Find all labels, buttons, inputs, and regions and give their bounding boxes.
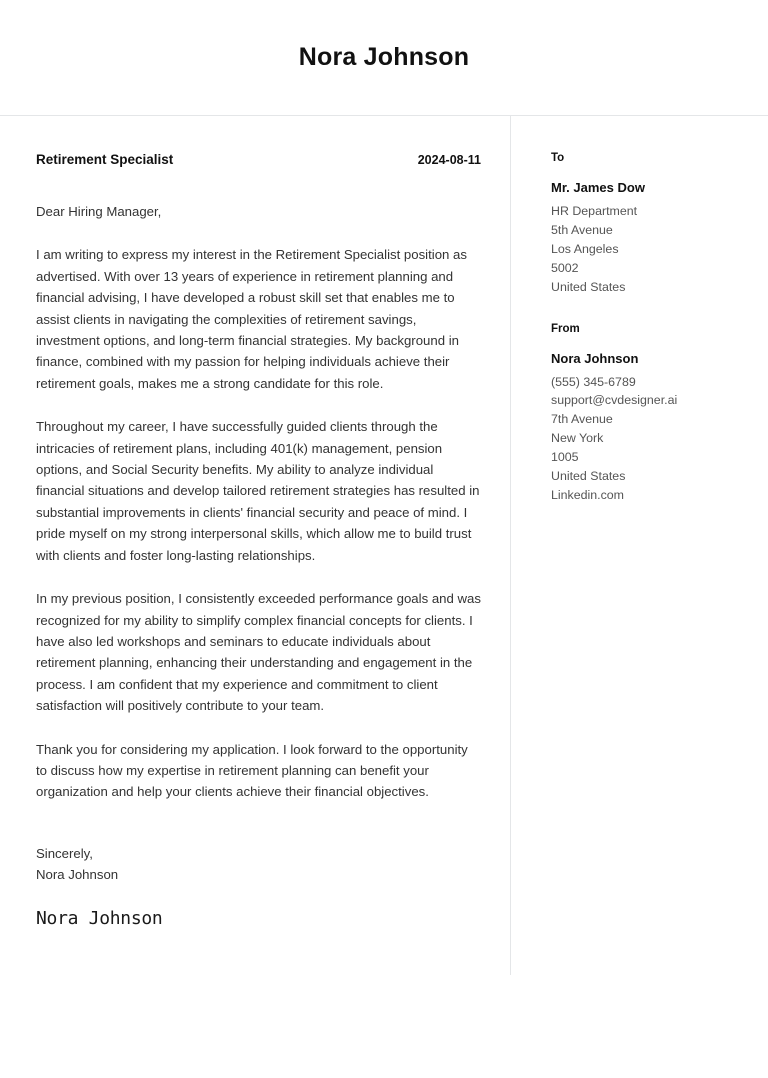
job-title: Retirement Specialist xyxy=(36,152,174,167)
sender-phone: (555) 345-6789 xyxy=(551,374,636,389)
closing-name: Nora Johnson xyxy=(36,867,119,883)
letter-paragraph: Throughout my career, I have successfully guided clients through the intricacies of retirement plans, including 401(k) management, pension options, and Social Security benefits. My ability to analyze individual financial situations and develop tailored retirement strategies has resulted in substantial improvements in clients' financial security and peace of mind. I pride myself on my strong interpersonal skills, which allow me to build trust with clients and foster long-lasting relationships. xyxy=(36,419,480,563)
recipient-line: HR Department xyxy=(551,204,638,218)
recipient-line: 5th Avenue xyxy=(551,222,613,237)
recipient-block xyxy=(551,152,748,297)
closing-word: Sincerely, xyxy=(36,845,93,861)
recipient-name: Mr. James Dow xyxy=(551,180,645,195)
sender-line: 1005 xyxy=(551,450,579,465)
sender-line: United States xyxy=(551,469,626,484)
document-header xyxy=(0,0,768,116)
letter-paragraph: In my previous position, I consistently exceeded performance goals and was recognized for my ability to simplify complex financial concepts for clients. I have also led workshops and seminars to educate individuals about retirement planning, enhancing their understanding and engagement in the process. I am confident that my experience and commitment to client satisfaction will positively contribute to your team. xyxy=(36,591,481,714)
sender-block xyxy=(551,323,748,505)
address-column xyxy=(511,116,768,531)
letter-date: 2024-08-11 xyxy=(417,153,481,167)
sender-name: Nora Johnson xyxy=(551,350,639,366)
recipient-line: United States xyxy=(551,279,626,294)
letter-paragraph: Thank you for considering my application. I look forward to the opportunity to discuss how my expertise in retirement planning can benefit your organization and help your clients achieve their financial objectives. xyxy=(36,741,468,800)
sender-website: Linkedin.com xyxy=(551,487,625,502)
sender-line: 7th Avenue xyxy=(551,412,613,427)
document-body xyxy=(0,116,768,975)
salutation: Dear Hiring Manager, xyxy=(36,204,162,219)
sender-label: From xyxy=(551,322,580,335)
sender-line: New York xyxy=(551,431,604,446)
sender-email: support@cvdesigner.ai xyxy=(551,393,678,408)
letter-meta-row xyxy=(36,152,481,167)
recipient-label: To xyxy=(551,152,565,164)
recipient-line: Los Angeles xyxy=(551,241,619,256)
signature: Nora Johnson xyxy=(36,907,163,929)
page-title: Nora Johnson xyxy=(298,43,470,71)
letter-column xyxy=(0,116,510,929)
letter-paragraph: I am writing to express my interest in the Retirement Specialist position as advertised. With over 13 years of experience in retirement planning and financial advising, I have developed a robust skill set that enables me to assist clients in navigating the complexities of retirement savings, investment options, and long-term financial strategies. My background in finance, combined with my passion for helping individuals achieve their retirement goals, makes me a strong candidate for this role. xyxy=(36,247,467,391)
recipient-line: 5002 xyxy=(551,260,579,275)
letter-closing xyxy=(36,843,481,886)
